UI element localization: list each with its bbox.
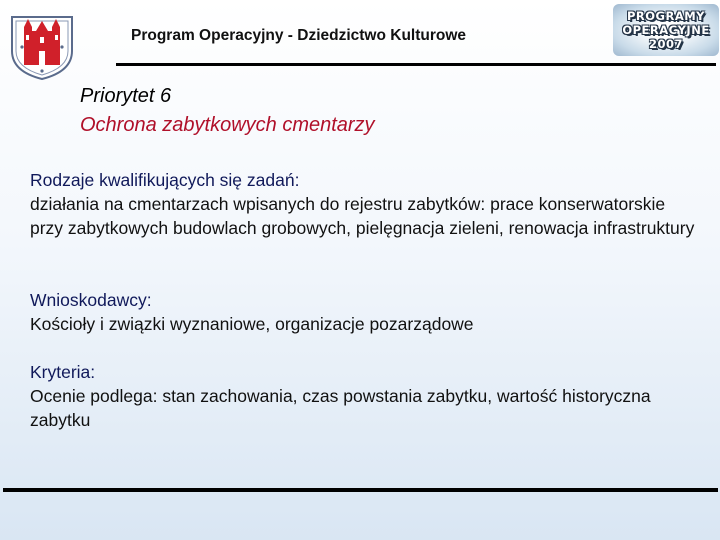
priority-name: Ochrona zabytkowych cmentarzy bbox=[80, 114, 375, 136]
section-applicants bbox=[30, 288, 700, 336]
section-criteria bbox=[30, 360, 700, 432]
header-title: Program Operacyjny - Dziedzictwo Kulturowe bbox=[131, 27, 467, 44]
section-body: Kościoły i związki wyznaniowe, organizacje pozarządowe bbox=[30, 314, 474, 334]
header-divider bbox=[116, 63, 716, 66]
priority-block bbox=[80, 82, 375, 140]
programy-operacyjne-2007-logo bbox=[613, 4, 719, 56]
section-heading: Wnioskodawcy: bbox=[30, 290, 152, 310]
section-body: Ocenie podlega: stan zachowania, czas powstania zabytku, wartość historyczna zabytku bbox=[30, 386, 651, 430]
badge-line-2: OPERACYJNE bbox=[622, 23, 710, 37]
footer-divider bbox=[3, 488, 718, 492]
section-heading: Kryteria: bbox=[30, 362, 96, 382]
badge-line-1: PROGRAMY bbox=[626, 9, 706, 23]
section-task-types bbox=[30, 168, 700, 240]
badge-line-3: 2007 bbox=[648, 37, 683, 51]
section-body: działania na cmentarzach wpisanych do rejestru zabytków: prace konserwatorskie przy zabytkowych budowlach grobowych, pielęgnacja zieleni, renowacja infrastruktury bbox=[30, 194, 695, 238]
coat-of-arms-logo bbox=[6, 13, 78, 81]
section-heading: Rodzaje kwalifikujących się zadań: bbox=[30, 170, 300, 190]
priority-number: Priorytet 6 bbox=[80, 85, 172, 107]
